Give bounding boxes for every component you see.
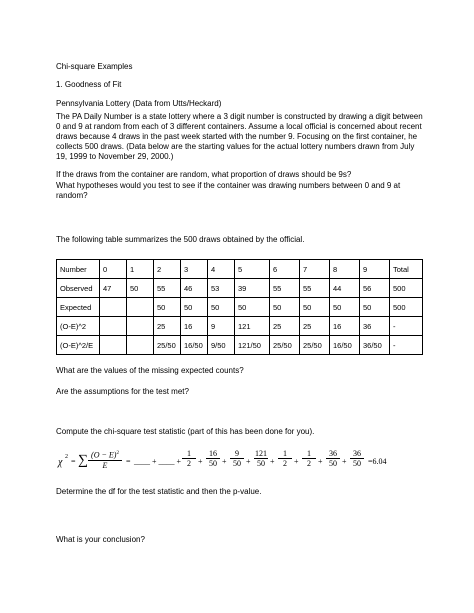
fraction-term	[230, 449, 244, 468]
missing-terms-blanks: ____ + ____ +	[134, 457, 182, 466]
table-row	[57, 317, 423, 336]
row-header-cell: Observed	[57, 279, 100, 298]
section-heading: 1. Goodness of Fit	[56, 80, 122, 89]
chi-square-formula	[56, 443, 436, 483]
table-cell: 50	[235, 298, 270, 317]
table-cell: 50	[127, 279, 154, 298]
plus-sign: +	[342, 457, 347, 466]
table-cell	[100, 298, 127, 317]
intro-paragraph	[56, 112, 422, 162]
plus-sign: +	[294, 457, 299, 466]
table-cell: 500	[390, 279, 423, 298]
table-cell: 36/50	[360, 336, 390, 355]
term-numerator: 16	[206, 449, 220, 459]
table-cell: 55	[300, 279, 330, 298]
question-hypotheses	[56, 181, 422, 201]
term-denominator: 2	[283, 459, 287, 468]
table-cell	[127, 298, 154, 317]
term-denominator: 50	[209, 459, 217, 468]
term-numerator: 36	[326, 449, 340, 459]
fraction-term	[302, 449, 316, 468]
table-cell: 56	[360, 279, 390, 298]
table-cell: 25	[270, 317, 300, 336]
formula-equals: =	[71, 457, 76, 466]
table-cell: 16	[181, 317, 208, 336]
table-cell: 7	[300, 260, 330, 279]
table-cell: 2	[154, 260, 181, 279]
table-cell: 50	[300, 298, 330, 317]
table-cell: 50	[181, 298, 208, 317]
table-cell: 16	[330, 317, 360, 336]
table-cell: 9/50	[208, 336, 235, 355]
term-numerator: 9	[230, 449, 244, 459]
intro-line: collects 500 draws. (Data below are the starting values for the actual lottery numbers drawn from July	[56, 142, 415, 151]
table-cell	[127, 336, 154, 355]
term-denominator: 2	[187, 459, 191, 468]
question-proportion: If the draws from the container are random, what proportion of draws should be 9s?	[56, 170, 352, 179]
row-header-cell: (O-E)^2	[57, 317, 100, 336]
compute-instruction: Compute the chi-square test statistic (part of this has been done for you).	[56, 427, 315, 436]
summary-table	[56, 259, 423, 355]
general-numerator: (O − E)	[91, 450, 117, 460]
table-cell: 50	[360, 298, 390, 317]
table-cell: 9	[360, 260, 390, 279]
question-line: random?	[56, 191, 88, 200]
table-cell	[127, 317, 154, 336]
term-numerator: 1	[278, 449, 292, 459]
formula-result: =6.04	[368, 457, 387, 466]
fraction-term	[326, 449, 340, 468]
conclusion-question: What is your conclusion?	[56, 535, 145, 544]
table-cell: 121	[235, 317, 270, 336]
row-header-cell: Expected	[57, 298, 100, 317]
table-cell: 50	[208, 298, 235, 317]
question-missing-expected: What are the values of the missing expected counts?	[56, 366, 244, 375]
term-numerator: 1	[182, 449, 196, 459]
table-cell: 500	[390, 298, 423, 317]
table-cell: 6	[270, 260, 300, 279]
plus-sign: +	[198, 457, 203, 466]
table-cell: 121/50	[235, 336, 270, 355]
table-cell: 16/50	[330, 336, 360, 355]
table-cell: 44	[330, 279, 360, 298]
term-denominator: 2	[307, 459, 311, 468]
table-cell: 9	[208, 317, 235, 336]
term-numerator: 36	[350, 449, 364, 459]
question-line: What hypotheses would you test to see if the container was drawing numbers between 0 and 9 at	[56, 181, 401, 190]
table-cell: 25/50	[270, 336, 300, 355]
sum-symbol: ∑	[78, 453, 88, 468]
fraction-term	[350, 449, 364, 468]
table-cell: 25/50	[300, 336, 330, 355]
table-cell	[100, 336, 127, 355]
fraction-term	[182, 449, 196, 468]
term-denominator: 50	[257, 459, 265, 468]
formula-equals-2: =	[126, 457, 131, 466]
table-cell: 1	[127, 260, 154, 279]
table-cell: 55	[270, 279, 300, 298]
term-numerator: 121	[255, 449, 267, 458]
table-cell: 50	[330, 298, 360, 317]
table-cell	[100, 317, 127, 336]
term-numerator: 1	[302, 449, 316, 459]
example-title: Pennsylvania Lottery (Data from Utts/Heckard)	[56, 99, 222, 108]
table-cell: 55	[154, 279, 181, 298]
row-header-cell: Number	[57, 260, 100, 279]
table-row	[57, 336, 423, 355]
table-cell: 5	[235, 260, 270, 279]
doc-title: Chi-square Examples	[56, 62, 133, 71]
table-cell: 25	[154, 317, 181, 336]
question-assumptions: Are the assumptions for the test met?	[56, 387, 189, 396]
table-cell: 4	[208, 260, 235, 279]
df-question: Determine the df for the test statistic and then the p-value.	[56, 487, 262, 496]
row-header-cell: (O-E)^2/E	[57, 336, 100, 355]
term-denominator: 50	[329, 459, 337, 468]
table-cell: 36	[360, 317, 390, 336]
intro-line: draws because 4 draws in the past week started with the number 9. Focusing on the first container, he	[56, 132, 418, 141]
fraction-term	[278, 449, 292, 468]
table-cell: 16/50	[181, 336, 208, 355]
table-cell: -	[390, 336, 423, 355]
plus-sign: +	[318, 457, 323, 466]
fraction-term	[206, 449, 220, 468]
numerator-exponent: 2	[116, 451, 119, 456]
table-cell: 0	[100, 260, 127, 279]
fraction-term	[254, 449, 268, 468]
term-denominator: 50	[233, 459, 241, 468]
term-denominator: 50	[353, 459, 361, 468]
plus-sign: +	[270, 457, 275, 466]
table-intro: The following table summarizes the 500 draws obtained by the official.	[56, 235, 305, 244]
general-denominator: E	[102, 460, 108, 470]
table-cell: Total	[390, 260, 423, 279]
table-cell: 50	[270, 298, 300, 317]
intro-line: 19, 1999 to November 29, 2000.)	[56, 152, 174, 161]
table-cell: 46	[181, 279, 208, 298]
table-cell: -	[390, 317, 423, 336]
plus-sign: +	[222, 457, 227, 466]
general-fraction	[88, 449, 122, 470]
plus-sign: +	[246, 457, 251, 466]
table-cell: 25	[300, 317, 330, 336]
chi-symbol: χ	[58, 457, 63, 468]
table-row	[57, 298, 423, 317]
intro-line: The PA Daily Number is a state lottery where a 3 digit number is constructed by drawing a digit between	[56, 112, 423, 121]
table-cell: 39	[235, 279, 270, 298]
table-row	[57, 279, 423, 298]
intro-line: 0 and 9 at random from each of 3 different containers. Assume a local official is concerned about recent	[56, 122, 422, 131]
table-cell: 53	[208, 279, 235, 298]
chi-exponent: 2	[65, 454, 68, 460]
table-cell: 47	[100, 279, 127, 298]
table-cell: 8	[330, 260, 360, 279]
table-cell: 25/50	[154, 336, 181, 355]
table-row	[57, 260, 423, 279]
table-cell: 3	[181, 260, 208, 279]
table-cell: 50	[154, 298, 181, 317]
